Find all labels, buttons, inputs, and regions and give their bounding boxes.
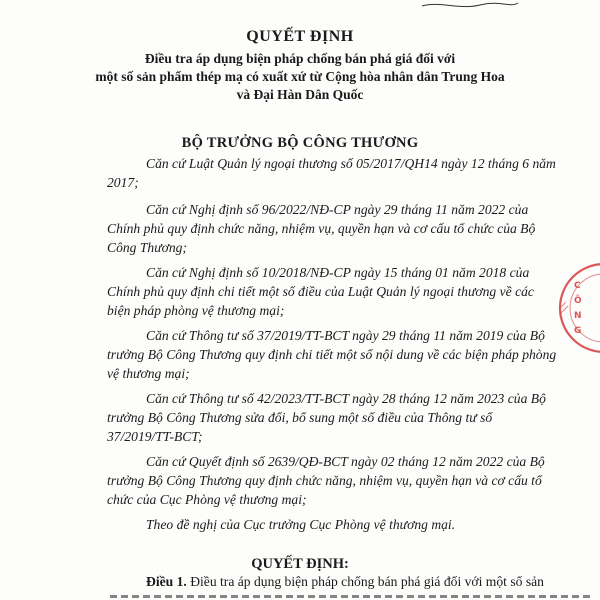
subject-line: Điều tra áp dụng biện pháp chống bán phá giá đối với bbox=[144, 51, 456, 66]
basis-line: biện pháp phòng vệ thương mại; bbox=[107, 303, 285, 318]
legal-basis-3 bbox=[107, 263, 577, 320]
legal-basis-6 bbox=[107, 452, 577, 509]
basis-line: trưởng Bộ Công Thương quy định chức năng, nhiệm vụ, quyền hạn và cơ cấu tổ bbox=[107, 473, 542, 488]
handwriting-mark bbox=[420, 0, 520, 12]
subject-line: một số sản phẩm thép mạ có xuất xứ từ Cộng hòa nhân dân Trung Hoa bbox=[95, 69, 505, 84]
basis-line: trưởng Bộ Công Thương sửa đổi, bổ sung một số điều của Thông tư số bbox=[107, 410, 493, 425]
basis-line: Căn cứ Thông tư số 37/2019/TT-BCT ngày 29 tháng 11 năm 2019 của Bộ bbox=[146, 328, 545, 343]
basis-line: 37/2019/TT-BCT; bbox=[107, 429, 203, 444]
article-label: Điều 1. bbox=[146, 574, 187, 589]
document-title: QUYẾT ĐỊNH bbox=[246, 28, 354, 45]
proposal-line bbox=[107, 515, 577, 534]
subject-line: và Đại Hàn Dân Quốc bbox=[236, 87, 364, 102]
basis-line: Căn cứ Nghị định số 96/2022/NĐ-CP ngày 29 tháng 11 năm 2022 của bbox=[146, 202, 529, 217]
basis-line: Công Thương; bbox=[107, 240, 188, 255]
basis-line: Chính phủ quy định chi tiết một số điều của Luật Quản lý ngoại thương về các bbox=[107, 284, 534, 299]
decision-heading: QUYẾT ĐỊNH: bbox=[251, 556, 349, 572]
basis-line: 2017; bbox=[107, 175, 139, 190]
legal-basis-1 bbox=[107, 154, 577, 192]
svg-text:C: C bbox=[574, 281, 581, 291]
basis-line: Căn cứ Nghị định số 10/2018/NĐ-CP ngày 15 tháng 01 năm 2018 của bbox=[146, 265, 530, 280]
article-1 bbox=[146, 574, 544, 590]
legal-basis-5 bbox=[107, 389, 577, 446]
basis-line: Căn cứ Luật Quản lý ngoại thương số 05/2017/QH14 ngày 12 tháng 6 năm bbox=[146, 156, 556, 171]
basis-line: trưởng Bộ Công Thương quy định chi tiết một số nội dung về các biện pháp phòng bbox=[107, 347, 557, 362]
basis-line: Chính phủ quy định chức năng, nhiệm vụ, quyền hạn và cơ cấu tổ chức của Bộ bbox=[107, 221, 536, 236]
svg-text:N: N bbox=[574, 311, 582, 321]
article-text: Điều tra áp dụng biện pháp chống bán phá giá đối với một số sản bbox=[190, 574, 544, 589]
basis-line: vệ thương mại; bbox=[107, 366, 190, 381]
svg-text:G: G bbox=[574, 326, 582, 336]
svg-text:Ô: Ô bbox=[574, 296, 582, 306]
cut-off-text-line bbox=[110, 593, 590, 600]
basis-line: Theo đề nghị của Cục trưởng Cục Phòng vệ thương mại. bbox=[146, 517, 456, 532]
document-subject bbox=[0, 50, 600, 104]
issuing-authority: BỘ TRƯỞNG BỘ CÔNG THƯƠNG bbox=[181, 135, 419, 151]
legal-basis-2 bbox=[107, 200, 577, 257]
basis-line: chức của Cục Phòng vệ thương mại; bbox=[107, 492, 307, 507]
red-seal-stamp bbox=[554, 248, 600, 368]
basis-line: Căn cứ Thông tư số 42/2023/TT-BCT ngày 28 tháng 12 năm 2023 của Bộ bbox=[146, 391, 546, 406]
basis-line: Căn cứ Quyết định số 2639/QĐ-BCT ngày 02 tháng 12 năm 2022 của Bộ bbox=[146, 454, 545, 469]
legal-basis-4 bbox=[107, 326, 577, 383]
